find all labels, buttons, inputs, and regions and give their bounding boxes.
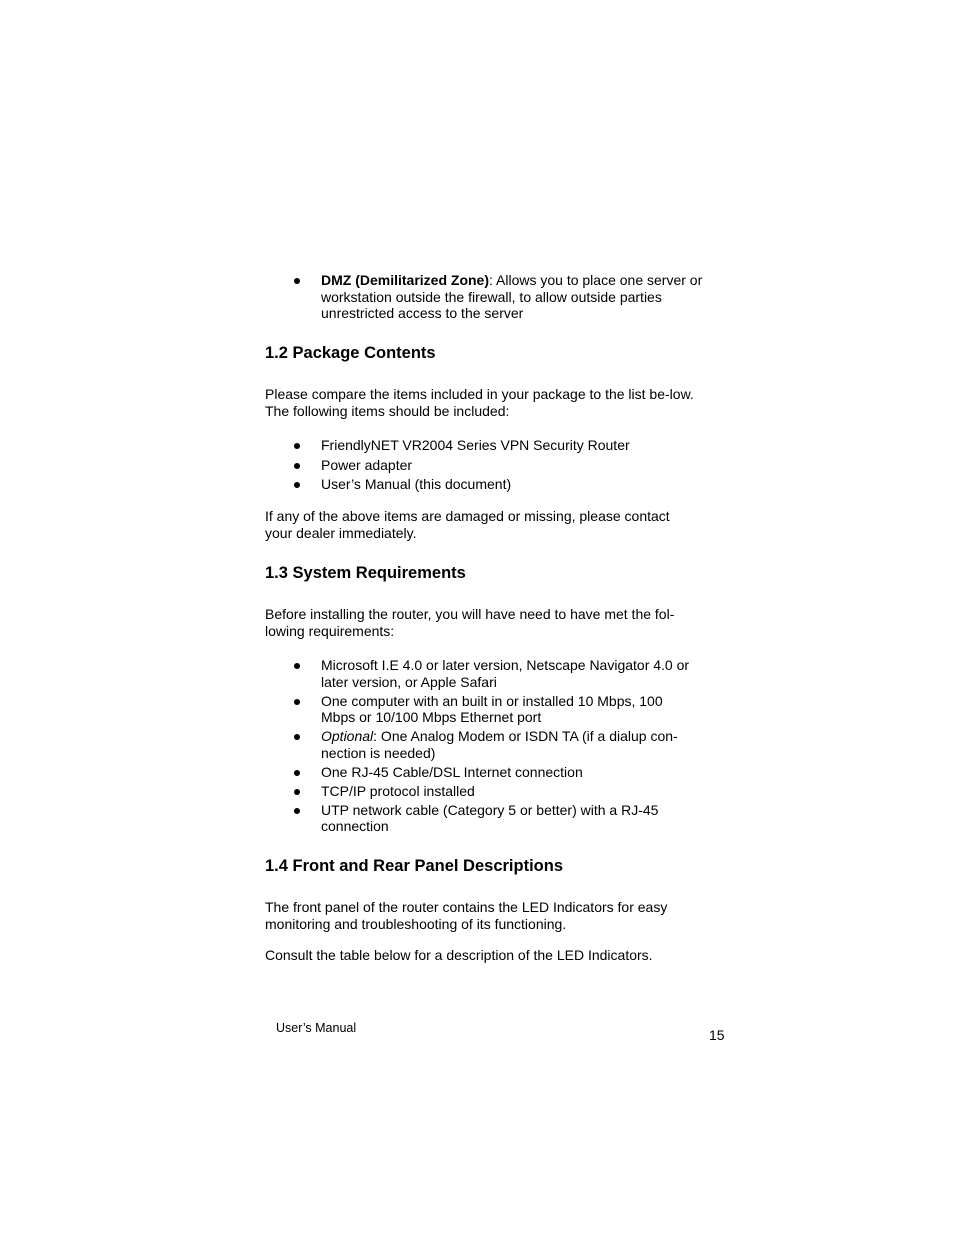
system-requirements-intro: Before installing the router, you will have need to have met the fol-lowing requirements: [265, 606, 675, 639]
list-item [265, 728, 695, 761]
section-heading-system-requirements: 1.3 System Requirements [265, 564, 466, 582]
bullet-icon [294, 699, 300, 705]
list-item-text: FriendlyNET VR2004 Series VPN Security Router [321, 437, 630, 453]
panel-descriptions-para-2: Consult the table below for a description of the LED Indicators. [265, 947, 653, 963]
list-item-text: Microsoft I.E 4.0 or later version, Netscape Navigator 4.0 or later version, or Apple Safari [321, 657, 690, 690]
list-item-text: User’s Manual (this document) [321, 476, 512, 492]
dmz-bullet-list [265, 272, 705, 324]
bullet-icon [294, 663, 300, 669]
package-contents-outro: If any of the above items are damaged or missing, please contact your dealer immediately. [265, 508, 670, 541]
bullet-icon [294, 463, 300, 469]
list-item [265, 783, 695, 800]
footer-manual-title: User’s Manual [276, 1021, 357, 1035]
package-contents-list [265, 437, 705, 495]
section-heading-panel-descriptions: 1.4 Front and Rear Panel Descriptions [265, 857, 563, 875]
list-item [265, 457, 705, 474]
list-item [265, 272, 705, 322]
list-item-text: TCP/IP protocol installed [321, 782, 475, 799]
bullet-icon [294, 482, 300, 488]
bullet-icon [294, 443, 300, 449]
dmz-description: : Allows you to place one server or workstation outside the firewall, to allow outside parties unrestricted access to the server [321, 272, 703, 321]
package-contents-intro: Please compare the items included in your package to the list be-low. The following items should be included: [265, 386, 694, 419]
list-item [265, 693, 695, 726]
list-item-text: Power adapter [321, 456, 413, 473]
list-item [265, 764, 695, 781]
bullet-icon [294, 808, 300, 814]
panel-descriptions-para-1: The front panel of the router contains the LED Indicators for easy monitoring and troubleshooting of its functioning. [265, 899, 668, 932]
list-item [265, 437, 705, 454]
list-item [265, 476, 705, 493]
page-number: 15 [709, 1027, 725, 1043]
list-item-text: One RJ-45 Cable/DSL Internet connection [321, 763, 583, 780]
list-item [265, 802, 695, 835]
list-item [265, 657, 695, 690]
list-item-text: One computer with an built in or installed 10 Mbps, 100 Mbps or 10/100 Mbps Ethernet port [321, 692, 663, 725]
bullet-icon [294, 789, 300, 795]
list-item-text: : One Analog Modem or ISDN TA (if a dialup con-nection is needed) [321, 728, 678, 761]
system-requirements-list [265, 657, 695, 837]
list-item-text: UTP network cable (Category 5 or better) with a RJ-45 connection [321, 801, 659, 834]
section-heading-package-contents: 1.2 Package Contents [265, 344, 436, 362]
bullet-icon [294, 770, 300, 776]
dmz-term: DMZ (Demilitarized Zone) [321, 272, 490, 288]
bullet-icon [294, 278, 300, 284]
optional-label: Optional [321, 728, 374, 744]
bullet-icon [294, 734, 300, 740]
